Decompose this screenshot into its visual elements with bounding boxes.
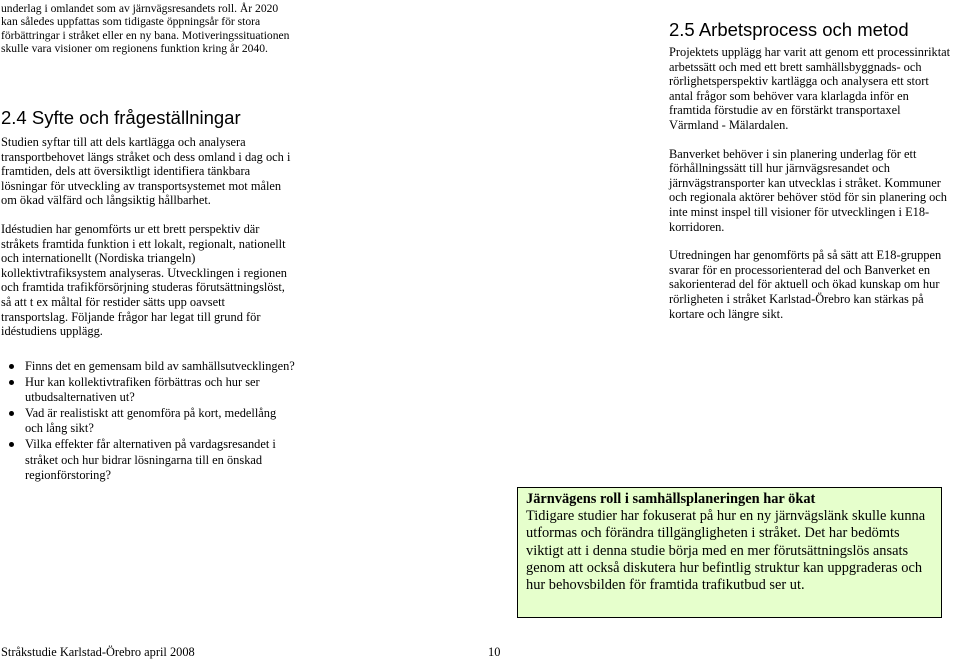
list-item: Finns det en gemensam bild av samhällsutvecklingen? <box>6 359 296 375</box>
bullet-icon <box>9 442 14 447</box>
process-paragraph: Projektets upplägg har varit att genom ett processinriktat arbetssätt och med ett brett samhällsbyggnads- och rörlighetsperspektiv kartlägga och analysera ett stort antal frågor som behöver vara klarlagda inför en framtida förstudie av en förstärkt transportaxel Värmland - Mälardalen. <box>669 45 951 132</box>
callout-title: Järnvägens roll i samhällsplaneringen har ökat <box>526 491 816 507</box>
callout-box <box>517 487 942 618</box>
list-item: Hur kan kollektivtrafiken förbättras och hur ser utbudsalternativen ut? <box>6 375 296 406</box>
bullet-icon <box>9 364 14 369</box>
bullet-icon <box>9 411 14 416</box>
list-item: Vilka effekter får alternativen på vardagsresandet i stråket och hur bidrar lösningarna till en önskad regionförstoring? <box>6 437 296 484</box>
bullet-icon <box>9 380 14 385</box>
list-item: Vad är realistiskt att genomföra på kort, medellång och lång sikt? <box>6 406 296 437</box>
question-list-wrap <box>6 359 296 484</box>
right-body <box>669 45 952 321</box>
method-paragraph: Utredningen har genomförts på så sätt att E18-gruppen svarar för en processorienterad del och Banverket en sakorienterad del för aktuell och ökad kunskap om hur rörligheten i stråket Karlstad-Örebro kan stärkas på kortare och längre sikt. <box>669 248 942 321</box>
page-number: 10 <box>488 645 501 659</box>
right-section-title-wrap <box>669 19 949 41</box>
callout-body: Tidigare studier har fokuserat på hur en ny järnvägslänk skulle kunna utformas och förändra tillgängligheten i stråket. Det har bedömts viktigt att i denna studie börja med en mer förutsättningslös ansats genom att också diskutera hur befintlig struktur kan uppgraderas och hur behovsbilden för framtida trafikutbud ser ut. <box>526 508 926 594</box>
section-title-2-4: 2.4 Syfte och frågeställningar <box>1 107 241 128</box>
left-body <box>1 135 291 339</box>
section-title-2-5: 2.5 Arbetsprocess och metod <box>669 19 909 40</box>
question-list <box>6 359 296 484</box>
footer-document-title: Stråkstudie Karlstad-Örebro april 2008 <box>1 645 195 659</box>
left-section-title-wrap <box>1 107 301 129</box>
banverket-paragraph: Banverket behöver i sin planering underlag för ett förhållningssätt till hur järnvägsresandet och järnvägstransporter kan utvecklas i stråket. Kommuner och regionala aktörer behöver stöd för sin planering och inte minst inspel till visioner för utvecklingen i E18-korridoren. <box>669 146 948 234</box>
left-column <box>1 2 296 55</box>
idea-study-paragraph: Idéstudien har genomförts ur ett brett perspektiv där stråkets framtida funktion i ett lokalt, regionalt, nationellt och internationellt (Nordiska triangeln) kollektivtrafiksystem analyseras. Utvecklingen i regionen och framtida trafikförsörjning studeras förutsättningslöst, så att t ex måltal för restider sätts upp oavsett transportslag. Följande frågor har legat till grund för idéstudiens upplägg. <box>1 221 287 339</box>
intro-paragraph: underlag i omlandet som av järnvägsresandets roll. År 2020 kan således uppfattas som tidigaste öppningsår för stora förbättringar i stråket eller en ny bana. Motiveringssituationen skulle vara visioner om regionens funktion kring år 2040. <box>1 2 290 55</box>
purpose-paragraph: Studien syftar till att dels kartlägga och analysera transportbehovet längs stråket och dess omland i dag och i framtiden, dels att översiktligt identifiera tänkbara lösningar för utveckling av transportsystemet mot målen om ökad välfärd och långsiktig hållbarhet. <box>1 135 291 208</box>
